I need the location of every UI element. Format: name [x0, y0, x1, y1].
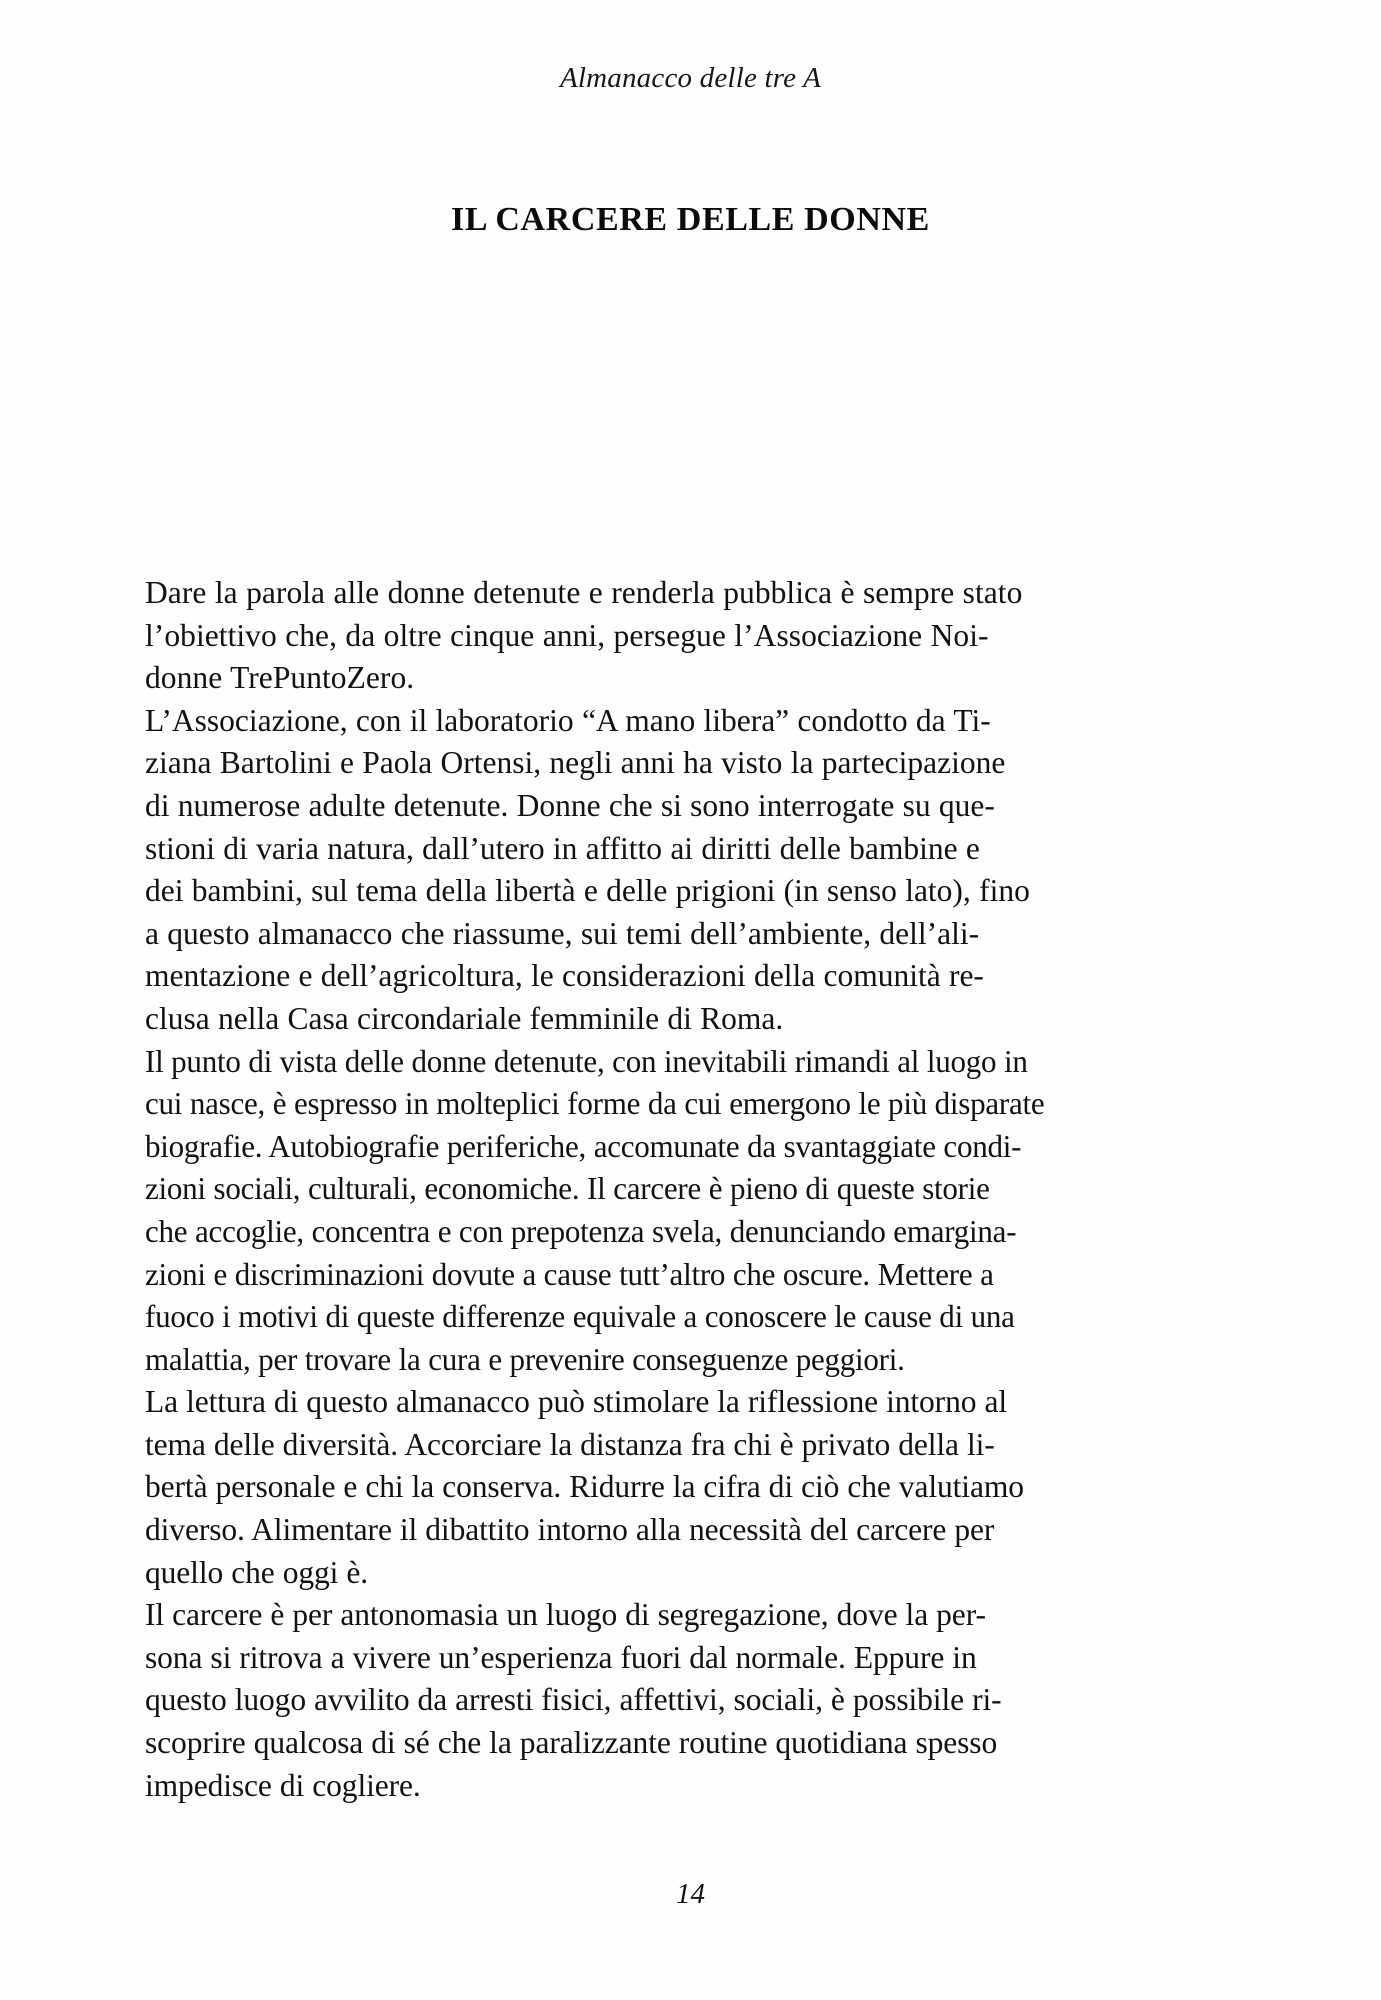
text-line: scoprire qualcosa di sé che la paralizzante routine quotidiana spesso: [145, 1725, 998, 1761]
text-line: mentazione e dell’agricoltura, le considerazioni della comunità re-: [145, 958, 984, 994]
text-line: malattia, per trovare la cura e prevenire conseguenze peggiori.: [145, 1341, 905, 1377]
text-line: dei bambini, sul tema della libertà e delle prigioni (in senso lato), fino: [145, 873, 1030, 909]
text-line: ziana Bartolini e Paola Ortensi, negli anni ha visto la partecipazione: [145, 745, 1006, 781]
paragraph: [145, 700, 1217, 1041]
text-line: clusa nella Casa circondariale femminile di Roma.: [145, 1000, 784, 1036]
paragraph: [145, 572, 1217, 700]
text-line: L’Associazione, con il laboratorio “A mano libera” condotto da Ti-: [145, 702, 991, 738]
body-text: [145, 572, 1217, 1807]
text-line: zioni e discriminazioni dovute a cause tutt’altro che oscure. Mettere a: [145, 1256, 994, 1292]
text-line: cui nasce, è espresso in molteplici forme da cui emergono le più disparate: [145, 1086, 1045, 1122]
text-line: La lettura di questo almanacco può stimolare la riflessione intorno al: [145, 1384, 1007, 1420]
text-line: quello che oggi è.: [145, 1554, 369, 1590]
page-number: 14: [676, 1878, 705, 1910]
chapter-title: IL CARCERE DELLE DONNE: [451, 200, 930, 238]
paragraph: [145, 1594, 1217, 1807]
running-header: Almanacco delle tre A: [559, 62, 822, 94]
text-line: Il punto di vista delle donne detenute, con inevitabili rimandi al luogo in: [145, 1043, 1028, 1079]
text-line: che accoglie, concentra e con prepotenza svela, denunciando emargina-: [145, 1213, 1017, 1249]
text-line: bertà personale e chi la conserva. Ridurre la cifra di ciò che valutiamo: [145, 1469, 1024, 1505]
text-line: Dare la parola alle donne detenute e renderla pubblica è sempre stato: [145, 575, 1023, 610]
text-line: questo luogo avvilito da arresti fisici, affettivi, sociali, è possibile ri-: [145, 1682, 1002, 1718]
text-line: biografie. Autobiografie periferiche, accomunate da svantaggiate condi-: [145, 1128, 1022, 1164]
text-line: diverso. Alimentare il dibattito intorno alla necessità del carcere per: [145, 1512, 995, 1548]
text-line: Il carcere è per antonomasia un luogo di segregazione, dove la per-: [145, 1597, 986, 1633]
text-line: tema delle diversità. Accorciare la distanza fra chi è privato della li-: [145, 1426, 995, 1462]
text-line: di numerose adulte detenute. Donne che si sono interrogate su que-: [145, 787, 995, 823]
text-line: a questo almanacco che riassume, sui temi dell’ambiente, dell’ali-: [145, 915, 980, 951]
text-line: donne TrePuntoZero.: [145, 660, 415, 696]
text-line: sona si ritrova a vivere un’esperienza fuori dal normale. Eppure in: [145, 1639, 977, 1675]
text-line: zioni sociali, culturali, economiche. Il carcere è pieno di queste storie: [145, 1171, 990, 1207]
paragraph: [145, 1381, 1217, 1594]
text-line: l’obiettivo che, da oltre cinque anni, persegue l’Associazione Noi-: [145, 617, 989, 653]
text-line: impedisce di cogliere.: [145, 1767, 421, 1803]
text-line: fuoco i motivi di queste differenze equivale a conoscere le cause di una: [145, 1299, 1015, 1335]
paragraph: [145, 1041, 1217, 1382]
text-line: stioni di varia natura, dall’utero in affitto ai diritti delle bambine e: [145, 830, 980, 866]
